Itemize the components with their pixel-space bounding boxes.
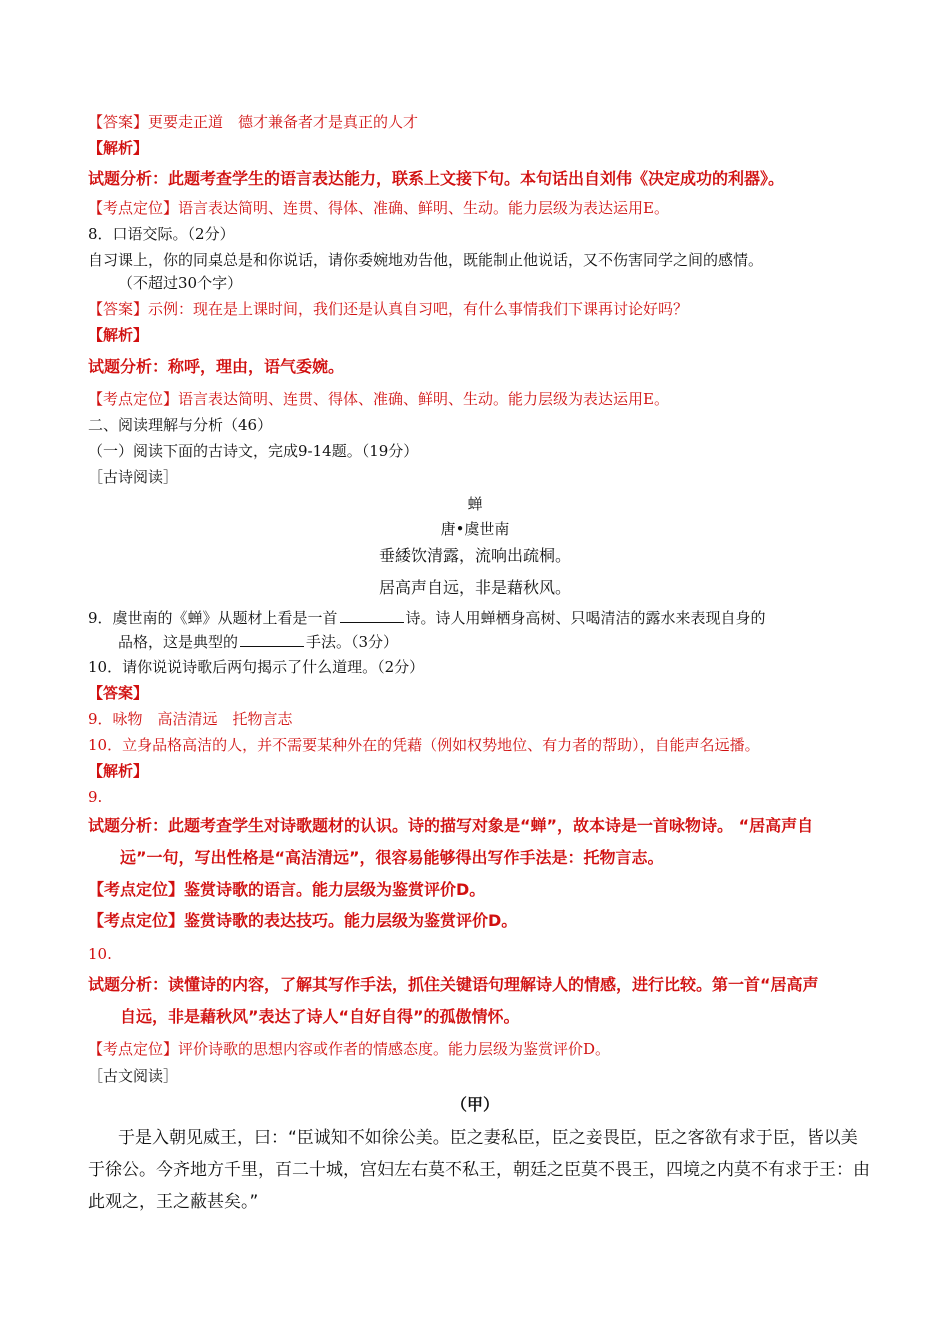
question-9-cont [118, 632, 398, 652]
analysis-label-8: 【解析】 [88, 326, 149, 344]
question-9-part1: 9．虞世南的《蝉》从题材上看是一首 [88, 609, 338, 627]
blank-1 [340, 608, 404, 623]
prose-line-3: 此观之，王之蔽甚矣。” [88, 1192, 259, 1212]
subsection-1-heading: （一）阅读下面的古诗文，完成9-14题。（19分） [88, 442, 419, 460]
analysis-10-line-2: 自远，非是藉秋风”表达了诗人“自好自得”的孤傲情怀。 [120, 1007, 520, 1026]
analysis-9-line-1: 试题分析：此题考查学生对诗歌题材的认识。诗的描写对象是“蝉”，故本诗是一首咏物诗。 “居高声自 [88, 816, 814, 835]
analysis-label: 【解析】 [88, 762, 149, 780]
prose-label: ［古文阅读］ [88, 1067, 179, 1085]
answer-7: 【答案】更要走正道 德才兼备者才是真正的人才 [88, 113, 419, 131]
section-2-heading: 二、阅读理解与分析（46） [88, 416, 273, 434]
question-9-part3: 品格，这是典型的 [118, 633, 239, 651]
poem-line-2: 居高声自远，非是藉秋风。 [378, 578, 571, 597]
question-10: 10．请你说说诗歌后两句揭示了什么道理。（2分） [88, 658, 425, 676]
analysis-10-line-1: 试题分析：读懂诗的内容，了解其写作手法，抓住关键语句理解诗人的情感，进行比较。第一首“居高声 [88, 975, 819, 994]
exam-point-9b: 【考点定位】鉴赏诗歌的表达技巧。能力层级为鉴赏评价D。 [88, 911, 518, 930]
analysis-label-7: 【解析】 [88, 139, 149, 157]
answer-label: 【答案】 [88, 684, 149, 702]
analysis-detail-7: 试题分析：此题考查学生的语言表达能力，联系上文接下句。本句话出自刘伟《决定成功的利器》。 [88, 169, 785, 188]
analysis-number-10: 10. [88, 945, 112, 963]
question-8-title: 8．口语交际。（2分） [88, 225, 235, 243]
analysis-detail-8: 试题分析：称呼，理由，语气委婉。 [88, 357, 345, 376]
analysis-number-9: 9. [88, 788, 103, 806]
prose-line-2: 于徐公。今齐地方千里，百二十城，宫妇左右莫不私王，朝廷之臣莫不畏王，四境之内莫不有求于王：由 [88, 1160, 870, 1180]
blank-2 [240, 632, 304, 647]
poem-author: 唐•虞世南 [440, 520, 510, 538]
exam-point-8: 【考点定位】语言表达简明、连贯、得体、准确、鲜明、生动。能力层级为表达运用E。 [88, 390, 669, 408]
answer-10: 10．立身品格高洁的人，并不需要某种外在的凭藉（例如权势地位、有力者的帮助），自能声名远播。 [88, 736, 760, 754]
poem-title: 蝉 [467, 495, 483, 513]
analysis-9-line-2: 远”一句，写出性格是“高洁清远”，很容易能够得出写作手法是：托物言志。 [120, 848, 664, 867]
prose-line-1: 于是入朝见威王，曰：“臣诚知不如徐公美。臣之妻私臣，臣之妾畏臣，臣之客欲有求于臣，皆以美 [118, 1128, 858, 1148]
exam-point-9a: 【考点定位】鉴赏诗歌的语言。能力层级为鉴赏评价D。 [88, 880, 486, 899]
question-9-part2: 诗。诗人用蝉栖身高树、只喝清洁的露水来表现自身的 [405, 609, 766, 627]
question-8-limit: （不超过30个字） [118, 274, 243, 292]
poem-label: ［古诗阅读］ [88, 468, 179, 486]
poem-line-1: 垂緌饮清露，流响出疏桐。 [378, 546, 571, 565]
answer-9: 9．咏物 高洁清远 托物言志 [88, 710, 293, 728]
question-9 [88, 608, 766, 628]
answer-8: 【答案】示例：现在是上课时间，我们还是认真自习吧，有什么事情我们下课再讨论好吗？ [88, 300, 689, 318]
exam-point-7: 【考点定位】语言表达简明、连贯、得体、准确、鲜明、生动。能力层级为表达运用E。 [88, 199, 669, 217]
question-8-body: 自习课上，你的同桌总是和你说话，请你委婉地劝告他，既能制止他说话，又不伤害同学之间的感情。 [88, 251, 764, 269]
prose-title: （甲） [450, 1095, 499, 1114]
exam-point-10: 【考点定位】评价诗歌的思想内容或作者的情感态度。能力层级为鉴赏评价D。 [88, 1040, 611, 1058]
question-9-part4: 手法。（3分） [306, 633, 399, 651]
